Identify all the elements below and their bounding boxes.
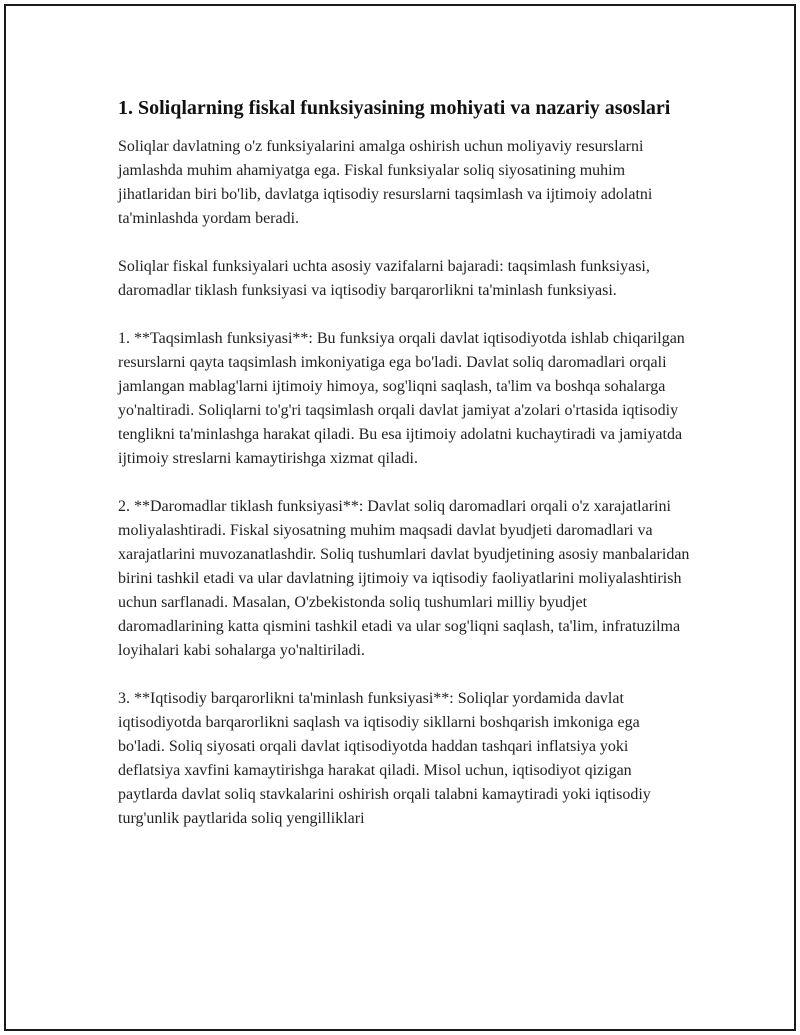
paragraph-intro: Soliqlar davlatning o'z funksiyalarini amalga oshirish uchun moliyaviy resurslarni jamlashda muhim ahamiyatga ega. Fiskal funksiyalar soliq siyosatining muhim jihatlaridan biri bo'lib, davlatga iqtisodiy resurslarni taqsimlash va ijtimoiy adolatni ta'minlashda yordam beradi.	[118, 138, 653, 227]
paragraph-stability-function: 3. **Iqtisodiy barqarorlikni ta'minlash funksiyasi**: Soliqlar yordamida davlat iqtisodiyotda barqarorlikni saqlash va iqtisodiy sikllarni boshqarish imkoniga ega bo'ladi. Soliq siyosati orqali davlat iqtisodiyotda haddan tashqari inflatsiya yoki deflatsiya xavfini kamaytirishga harakat qiladi. Misol uchun, iqtisodiyot qizigan paytlarda davlat soliq stavkalarini oshirish orqali talabni kamaytiradi yoki iqtisodiy turg'unlik paytlarida soliq yengilliklari	[118, 690, 651, 827]
paragraph-distribution-function: 1. **Taqsimlash funksiyasi**: Bu funksiya orqali davlat iqtisodiyotda ishlab chiqarilgan resurslarni qayta taqsimlash imkoniyatiga ega bo'ladi. Davlat soliq daromadlari orqali jamlangan mablag'larni ijtimoiy himoya, sog'liqni saqlash, ta'lim va boshqa sohalarga yo'naltiradi. Soliqlarni to'g'ri taqsimlash orqali davlat jamiyat a'zolari o'rtasida iqtisodiy tenglikni ta'minlashga harakat qiladi. Bu esa ijtimoiy adolatni kuchaytiradi va jamiyatda ijtimoiy streslarni kamaytirishga xizmat qiladi.	[118, 330, 685, 467]
document-body	[118, 94, 690, 855]
section-heading: 1. Soliqlarning fiskal funksiyasining mohiyati va nazariy asoslari	[118, 97, 671, 119]
paragraph-revenue-function: 2. **Daromadlar tiklash funksiyasi**: Davlat soliq daromadlari orqali o'z xarajatlarini moliyalashtiradi. Fiskal siyosatning muhim maqsadi davlat byudjeti daromadlari va xarajatlarini muvozanatlashdir. Soliq tushumlari davlat byudjetining asosiy manbalaridan birini tashkil etadi va ular davlatning ijtimoiy va iqtisodiy faoliyatlarini moliyalashtirish uchun sarflanadi. Masalan, O'zbekistonda soliq tushumlari milliy byudjet daromadlarining katta qismini tashkil etadi va ular sog'liqni saqlash, ta'lim, infratuzilma loyihalari kabi sohalarga yo'naltiriladi.	[118, 498, 690, 659]
paragraph-functions-overview: Soliqlar fiskal funksiyalari uchta asosiy vazifalarni bajaradi: taqsimlash funksiyasi, daromadlar tiklash funksiyasi va iqtisodiy barqarorlikni ta'minlash funksiyasi.	[118, 258, 650, 299]
